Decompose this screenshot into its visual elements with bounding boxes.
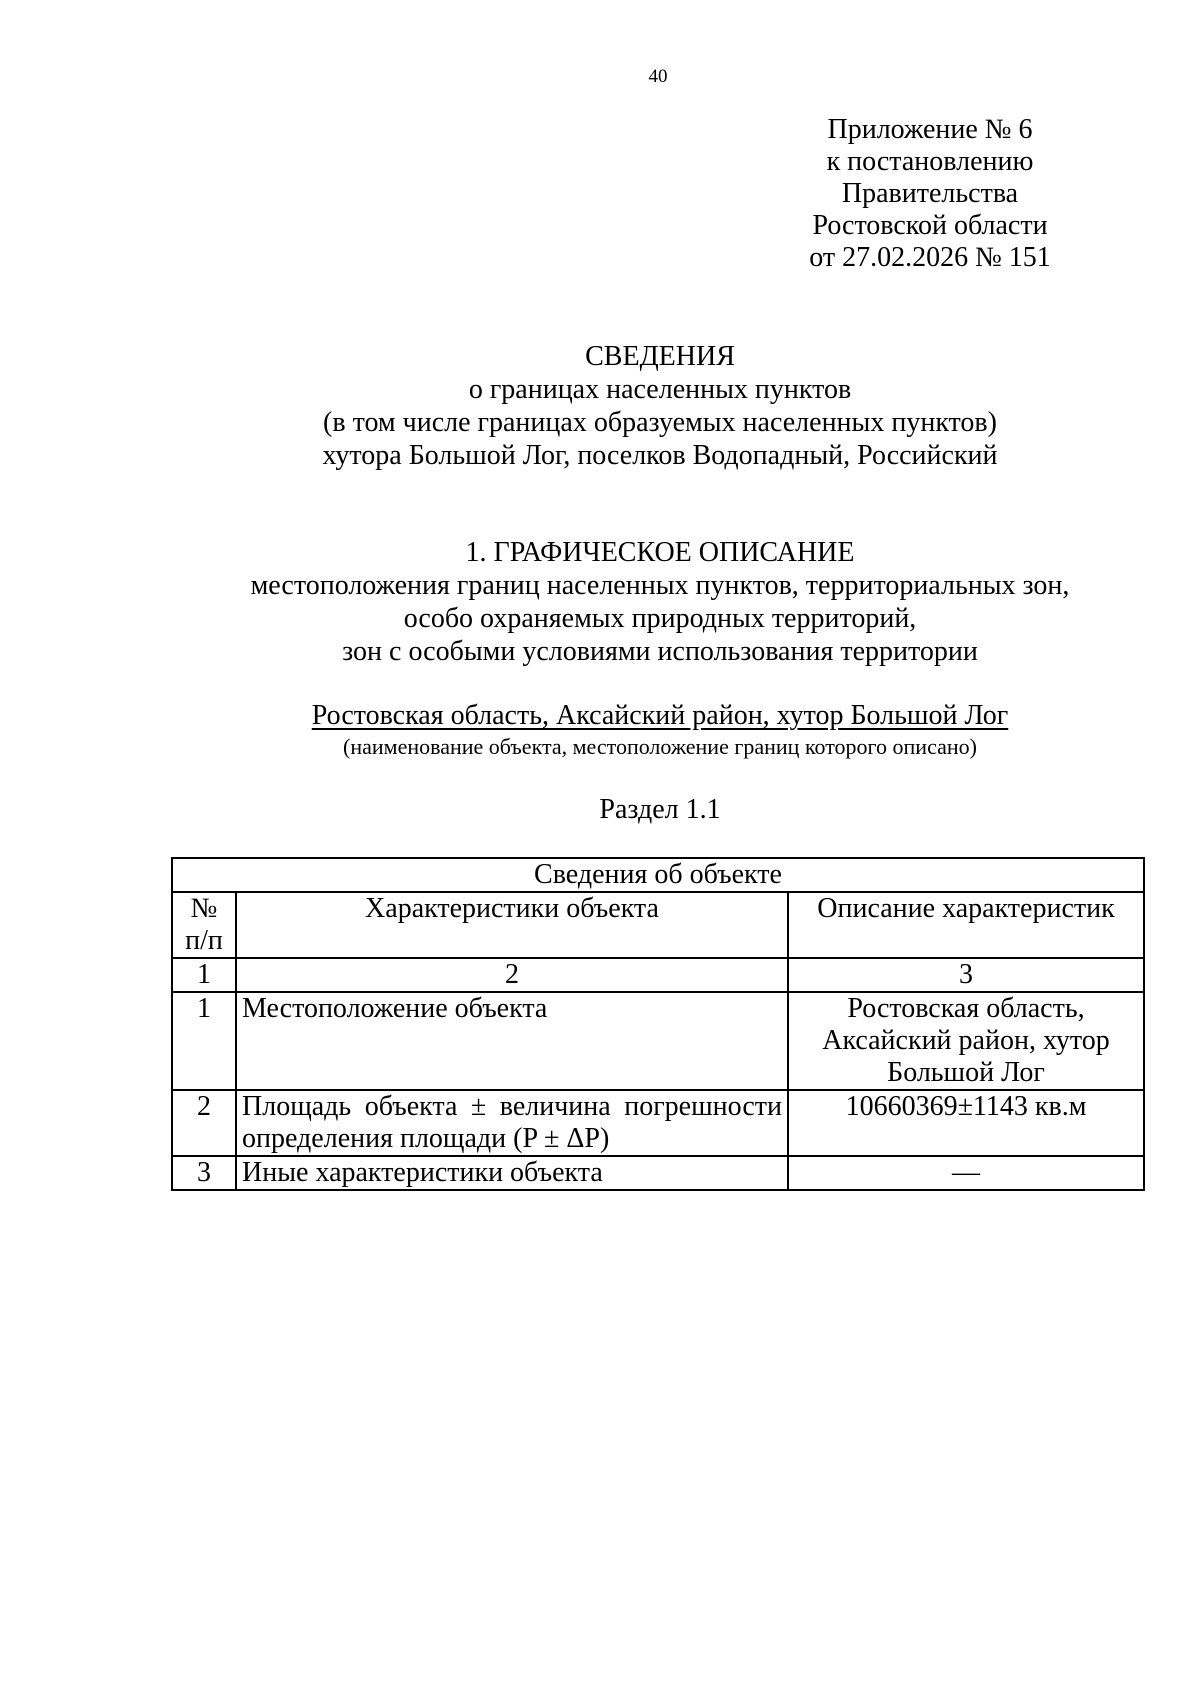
column-number: 1 xyxy=(172,958,236,992)
row-num: 2 xyxy=(172,1090,236,1156)
appendix-line: Приложение № 6 xyxy=(827,114,1033,145)
column-number: 3 xyxy=(788,958,1144,992)
section-number: Раздел 1.1 xyxy=(599,794,721,825)
appendix-line: к постановлению xyxy=(826,146,1034,177)
section-title xyxy=(160,536,1160,668)
section-heading: 1. ГРАФИЧЕСКОЕ ОПИСАНИЕ xyxy=(465,537,855,568)
table-caption-row xyxy=(172,858,1144,892)
appendix-line: от 27.02.2026 № 151 xyxy=(809,242,1051,273)
object-info-table xyxy=(171,857,1145,1191)
table-caption: Сведения об объекте xyxy=(172,858,1144,892)
table-header-row xyxy=(172,892,1144,958)
header-num: № п/п xyxy=(172,892,236,958)
header-description: Описание характеристик xyxy=(788,892,1144,958)
table-row xyxy=(172,992,1144,1090)
row-description: — xyxy=(788,1156,1144,1190)
object-name xyxy=(160,700,1160,732)
column-number-row xyxy=(172,958,1144,992)
row-num: 1 xyxy=(172,992,236,1090)
row-description: 10660369±1143 кв.м xyxy=(788,1090,1144,1156)
row-characteristic: Местоположение объекта xyxy=(236,992,788,1090)
title-line: хутора Большой Лог, поселков Водопадный, Российский xyxy=(322,440,998,471)
object-name-text: Ростовская область, Аксайский район, хутор Большой Лог xyxy=(311,700,1009,731)
row-characteristic: Площадь объекта ± величина погрешности определения площади (P ± ΔP) xyxy=(236,1090,788,1156)
section-line: особо охраняемых природных территорий, xyxy=(403,603,917,634)
document-title xyxy=(160,340,1160,472)
row-description: Ростовская область, Аксайский район, хутор Большой Лог xyxy=(788,992,1144,1090)
appendix-line: Ростовской области xyxy=(812,210,1048,241)
object-caption: (наименование объекта, местоположение границ которого описано) xyxy=(343,734,977,759)
title-heading: СВЕДЕНИЯ xyxy=(585,341,735,372)
row-num: 3 xyxy=(172,1156,236,1190)
row-characteristic: Иные характеристики объекта xyxy=(236,1156,788,1190)
header-characteristics: Характеристики объекта xyxy=(236,892,788,958)
page-number: 40 xyxy=(648,66,668,87)
section-line: зон с особыми условиями использования территории xyxy=(342,636,978,667)
appendix-line: Правительства xyxy=(841,178,1019,209)
title-line: (в том числе границах образуемых населенных пунктов) xyxy=(323,407,997,438)
column-number: 2 xyxy=(236,958,788,992)
table-row xyxy=(172,1156,1144,1190)
section-line: местоположения границ населенных пунктов, территориальных зон, xyxy=(250,570,1070,601)
table-row xyxy=(172,1090,1144,1156)
appendix-header xyxy=(780,114,1080,274)
title-line: о границах населенных пунктов xyxy=(468,374,852,405)
